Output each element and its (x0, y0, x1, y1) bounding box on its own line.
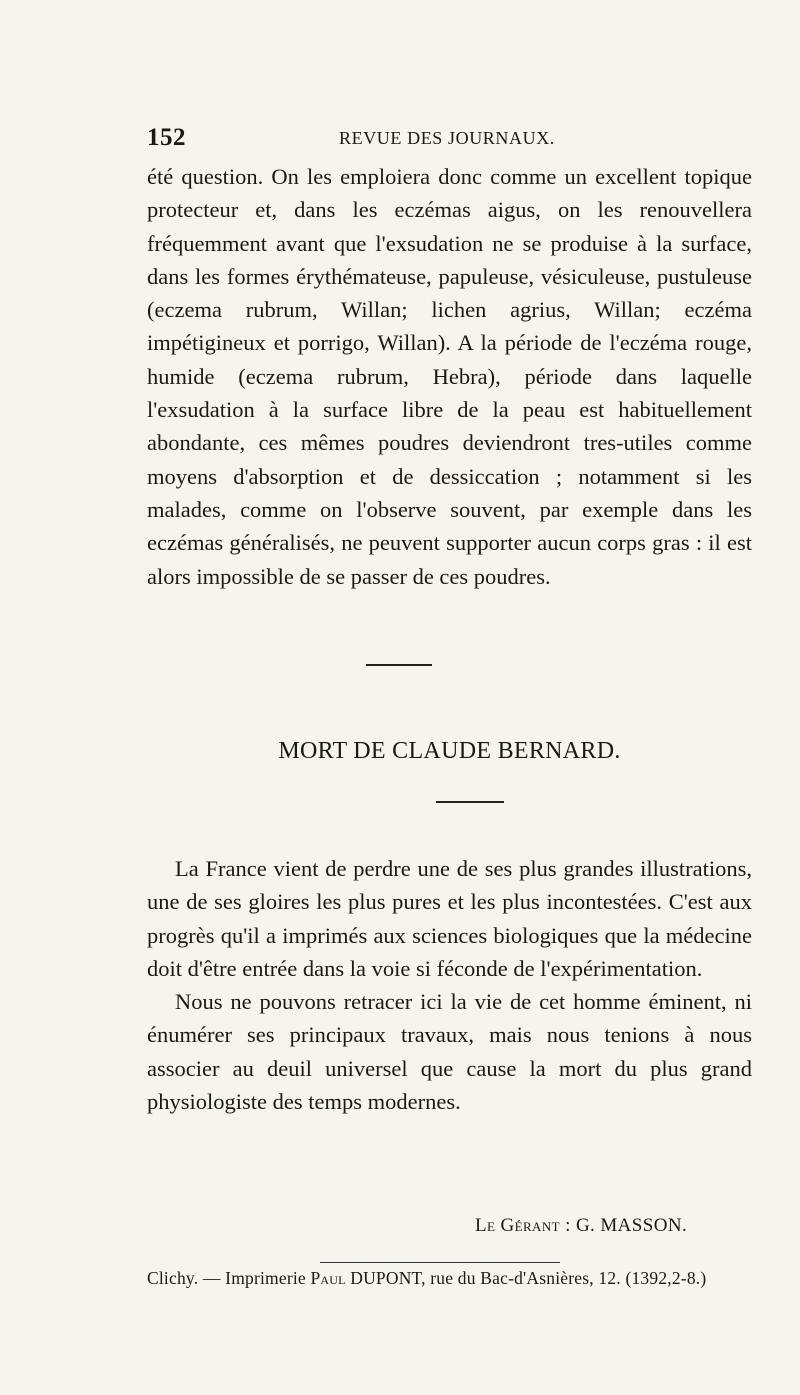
article-continuation (147, 160, 752, 593)
section-title: MORT DE CLAUDE BERNARD. (278, 738, 621, 764)
paragraph: été question. On les emploiera donc comme un excellent topique protecteur et, dans les eczémas aigus, on les renouvellera fréquemment avant que l'exsudation ne se produise à la surface, dans les formes érythémateuse, papuleuse, vésiculeuse, pustuleuse (eczema rubrum, Willan; lichen agrius, Willan; eczéma impétigineux et porrigo, Willan). A la période de l'eczéma rouge, humide (eczema rubrum, Hebra), période dans laquelle l'exsudation à la surface libre de la peau est habituellement abondante, ces mêmes poudres deviendront tres-utiles comme moyens d'absorption et de dessiccation ; notamment si les malades, comme on l'observe souvent, par exemple dans les eczémas généralisés, ne peuvent supporter aucun corps gras : il est alors impossible de se passer de ces poudres. (147, 164, 752, 589)
imprint-dash: — (198, 1268, 226, 1288)
footer-divider (320, 1262, 560, 1263)
paragraph: La France vient de perdre une de ses plus grandes illustrations, une de ses gloires les plus pures et les plus incontestées. C'est aux progrès qu'il a imprimés aux sciences biologiques que la médecine doit d'être entrée dans la voie si féconde de l'expérimentation. (147, 856, 752, 981)
page-header (147, 124, 750, 154)
section-divider-top (366, 664, 432, 666)
running-head: REVUE DES JOURNAUX. (339, 128, 555, 148)
section-divider-bottom (436, 801, 504, 803)
page-number: 152 (147, 124, 186, 151)
imprint-prefix: Imprimerie (225, 1268, 311, 1288)
signature-name: G. MASSON. (575, 1215, 688, 1236)
paragraph: Nous ne pouvons retracer ici la vie de cet homme éminent, ni énumérer ses principaux travaux, mais nous tenions à nous associer au deuil universel que cause la mort du plus grand physiologiste des temps modernes. (147, 989, 752, 1115)
imprint-printer-first: Paul (310, 1268, 346, 1288)
imprint-city: Clichy. (147, 1268, 199, 1288)
signature-separator: : (559, 1215, 576, 1236)
imprint-printer-last: DUPONT, rue du Bac-d'Asnières, 12. (1392,2-8.) (345, 1268, 707, 1288)
obituary-text (147, 852, 752, 1118)
signature-role: Le Gérant (475, 1215, 560, 1236)
printer-imprint (147, 1268, 752, 1289)
signature (475, 1215, 687, 1237)
